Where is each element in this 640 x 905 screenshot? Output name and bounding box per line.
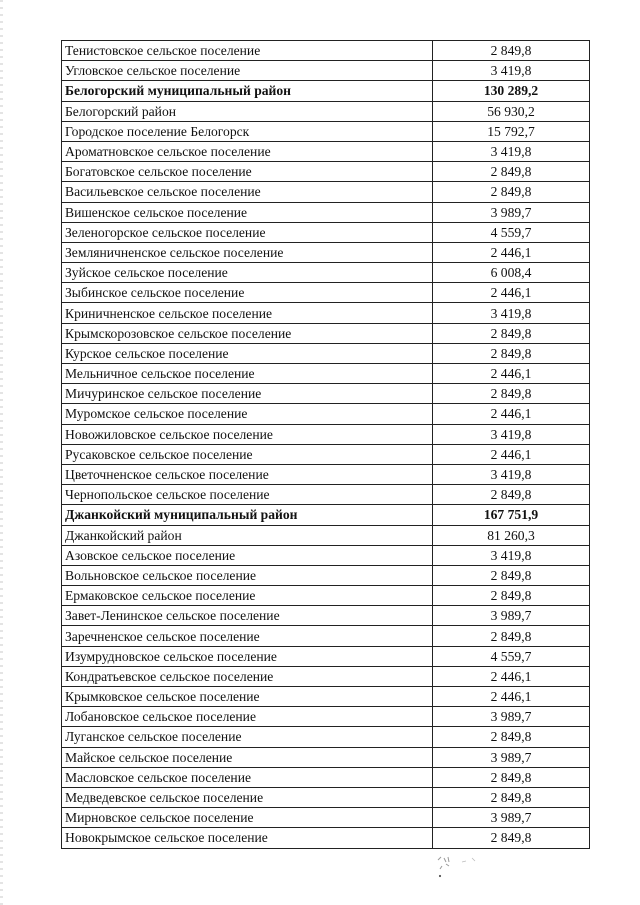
row-name-cell: Муромское сельское поселение xyxy=(62,404,433,424)
row-name-cell: Новожиловское сельское поселение xyxy=(62,424,433,444)
table-row xyxy=(62,343,590,363)
row-amount-cell: 2 849,8 xyxy=(433,162,590,182)
row-amount-cell: 3 989,7 xyxy=(433,808,590,828)
district-total-row xyxy=(62,81,590,101)
row-name-cell: Новокрымское сельское поселение xyxy=(62,828,433,848)
row-amount-cell: 2 446,1 xyxy=(433,444,590,464)
table-row xyxy=(62,606,590,626)
row-name-cell: Мичуринское сельское поселение xyxy=(62,384,433,404)
table-row xyxy=(62,101,590,121)
table-row xyxy=(62,666,590,686)
row-amount-cell: 2 849,8 xyxy=(433,182,590,202)
row-name-cell: Изумрудновское сельское поселение xyxy=(62,646,433,666)
row-name-cell: Кондратьевское сельское поселение xyxy=(62,666,433,686)
row-amount-cell: 6 008,4 xyxy=(433,263,590,283)
table-row xyxy=(62,485,590,505)
table-row xyxy=(62,828,590,848)
table-row xyxy=(62,141,590,161)
table-row xyxy=(62,646,590,666)
table-row xyxy=(62,364,590,384)
row-name-cell: Мирновское сельское поселение xyxy=(62,808,433,828)
table-row xyxy=(62,727,590,747)
row-amount-cell: 2 446,1 xyxy=(433,404,590,424)
table-row xyxy=(62,182,590,202)
row-amount-cell: 2 849,8 xyxy=(433,41,590,61)
row-amount-cell: 2 849,8 xyxy=(433,626,590,646)
row-amount-cell: 3 989,7 xyxy=(433,707,590,727)
row-amount-cell: 3 419,8 xyxy=(433,141,590,161)
table-row xyxy=(62,303,590,323)
table-row xyxy=(62,444,590,464)
row-name-cell: Крымскорозовское сельское поселение xyxy=(62,323,433,343)
row-name-cell: Криничненское сельское поселение xyxy=(62,303,433,323)
row-name-cell: Заречненское сельское поселение xyxy=(62,626,433,646)
table-row xyxy=(62,424,590,444)
row-name-cell: Крымковское сельское поселение xyxy=(62,687,433,707)
row-name-cell: Медведевское сельское поселение xyxy=(62,787,433,807)
row-amount-cell: 2 446,1 xyxy=(433,283,590,303)
row-name-cell: Зуйское сельское поселение xyxy=(62,263,433,283)
table-row xyxy=(62,61,590,81)
table-row xyxy=(62,384,590,404)
row-amount-cell: 56 930,2 xyxy=(433,101,590,121)
table-row xyxy=(62,202,590,222)
row-name-cell: Масловское сельское поселение xyxy=(62,767,433,787)
row-amount-cell: 3 419,8 xyxy=(433,545,590,565)
row-amount-cell: 130 289,2 xyxy=(433,81,590,101)
budget-allocation-table xyxy=(61,40,590,849)
scan-artifact-marks xyxy=(432,852,482,882)
table-row xyxy=(62,586,590,606)
table-row xyxy=(62,323,590,343)
row-name-cell: Городское поселение Белогорск xyxy=(62,121,433,141)
row-name-cell: Джанкойский район xyxy=(62,525,433,545)
table-row xyxy=(62,525,590,545)
row-amount-cell: 4 559,7 xyxy=(433,646,590,666)
row-amount-cell: 2 849,8 xyxy=(433,485,590,505)
row-amount-cell: 2 849,8 xyxy=(433,787,590,807)
row-amount-cell: 167 751,9 xyxy=(433,505,590,525)
scan-edge-mark xyxy=(0,0,3,905)
row-amount-cell: 2 849,8 xyxy=(433,343,590,363)
row-amount-cell: 3 419,8 xyxy=(433,464,590,484)
row-amount-cell: 3 989,7 xyxy=(433,202,590,222)
row-amount-cell: 2 849,8 xyxy=(433,586,590,606)
row-name-cell: Тенистовское сельское поселение xyxy=(62,41,433,61)
row-amount-cell: 3 989,7 xyxy=(433,606,590,626)
row-amount-cell: 2 849,8 xyxy=(433,384,590,404)
district-total-row xyxy=(62,505,590,525)
row-name-cell: Азовское сельское поселение xyxy=(62,545,433,565)
table-row xyxy=(62,747,590,767)
table-row xyxy=(62,545,590,565)
row-name-cell: Земляничненское сельское поселение xyxy=(62,242,433,262)
row-amount-cell: 15 792,7 xyxy=(433,121,590,141)
row-name-cell: Цветочненское сельское поселение xyxy=(62,464,433,484)
row-amount-cell: 2 849,8 xyxy=(433,767,590,787)
table-row xyxy=(62,626,590,646)
row-name-cell: Белогорский муниципальный район xyxy=(62,81,433,101)
row-name-cell: Ермаковское сельское поселение xyxy=(62,586,433,606)
row-amount-cell: 2 849,8 xyxy=(433,828,590,848)
table-row xyxy=(62,565,590,585)
row-name-cell: Мельничное сельское поселение xyxy=(62,364,433,384)
row-name-cell: Чернопольское сельское поселение xyxy=(62,485,433,505)
row-name-cell: Зеленогорское сельское поселение xyxy=(62,222,433,242)
table-row xyxy=(62,121,590,141)
row-amount-cell: 81 260,3 xyxy=(433,525,590,545)
table-row xyxy=(62,707,590,727)
row-amount-cell: 3 419,8 xyxy=(433,303,590,323)
row-amount-cell: 3 419,8 xyxy=(433,61,590,81)
table-row xyxy=(62,283,590,303)
table-row xyxy=(62,263,590,283)
row-name-cell: Джанкойский муниципальный район xyxy=(62,505,433,525)
row-amount-cell: 2 849,8 xyxy=(433,323,590,343)
row-name-cell: Белогорский район xyxy=(62,101,433,121)
row-name-cell: Луганское сельское поселение xyxy=(62,727,433,747)
row-amount-cell: 2 849,8 xyxy=(433,727,590,747)
table-row xyxy=(62,687,590,707)
row-amount-cell: 2 446,1 xyxy=(433,666,590,686)
table-row xyxy=(62,767,590,787)
row-amount-cell: 4 559,7 xyxy=(433,222,590,242)
row-amount-cell: 3 419,8 xyxy=(433,424,590,444)
row-name-cell: Зыбинское сельское поселение xyxy=(62,283,433,303)
table-row xyxy=(62,242,590,262)
row-name-cell: Ароматновское сельское поселение xyxy=(62,141,433,161)
row-amount-cell: 2 849,8 xyxy=(433,565,590,585)
row-amount-cell: 3 989,7 xyxy=(433,747,590,767)
row-name-cell: Лобановское сельское поселение xyxy=(62,707,433,727)
row-amount-cell: 2 446,1 xyxy=(433,687,590,707)
row-name-cell: Майское сельское поселение xyxy=(62,747,433,767)
row-name-cell: Богатовское сельское поселение xyxy=(62,162,433,182)
table-row xyxy=(62,787,590,807)
table-row xyxy=(62,808,590,828)
row-name-cell: Васильевское сельское поселение xyxy=(62,182,433,202)
row-name-cell: Угловское сельское поселение xyxy=(62,61,433,81)
table-row xyxy=(62,222,590,242)
table-row xyxy=(62,464,590,484)
table-row xyxy=(62,41,590,61)
table-row xyxy=(62,162,590,182)
table-body xyxy=(62,41,590,849)
row-name-cell: Курское сельское поселение xyxy=(62,343,433,363)
row-name-cell: Русаковское сельское поселение xyxy=(62,444,433,464)
row-name-cell: Вишенское сельское поселение xyxy=(62,202,433,222)
row-name-cell: Вольновское сельское поселение xyxy=(62,565,433,585)
row-name-cell: Завет-Ленинское сельское поселение xyxy=(62,606,433,626)
row-amount-cell: 2 446,1 xyxy=(433,242,590,262)
table-row xyxy=(62,404,590,424)
row-amount-cell: 2 446,1 xyxy=(433,364,590,384)
